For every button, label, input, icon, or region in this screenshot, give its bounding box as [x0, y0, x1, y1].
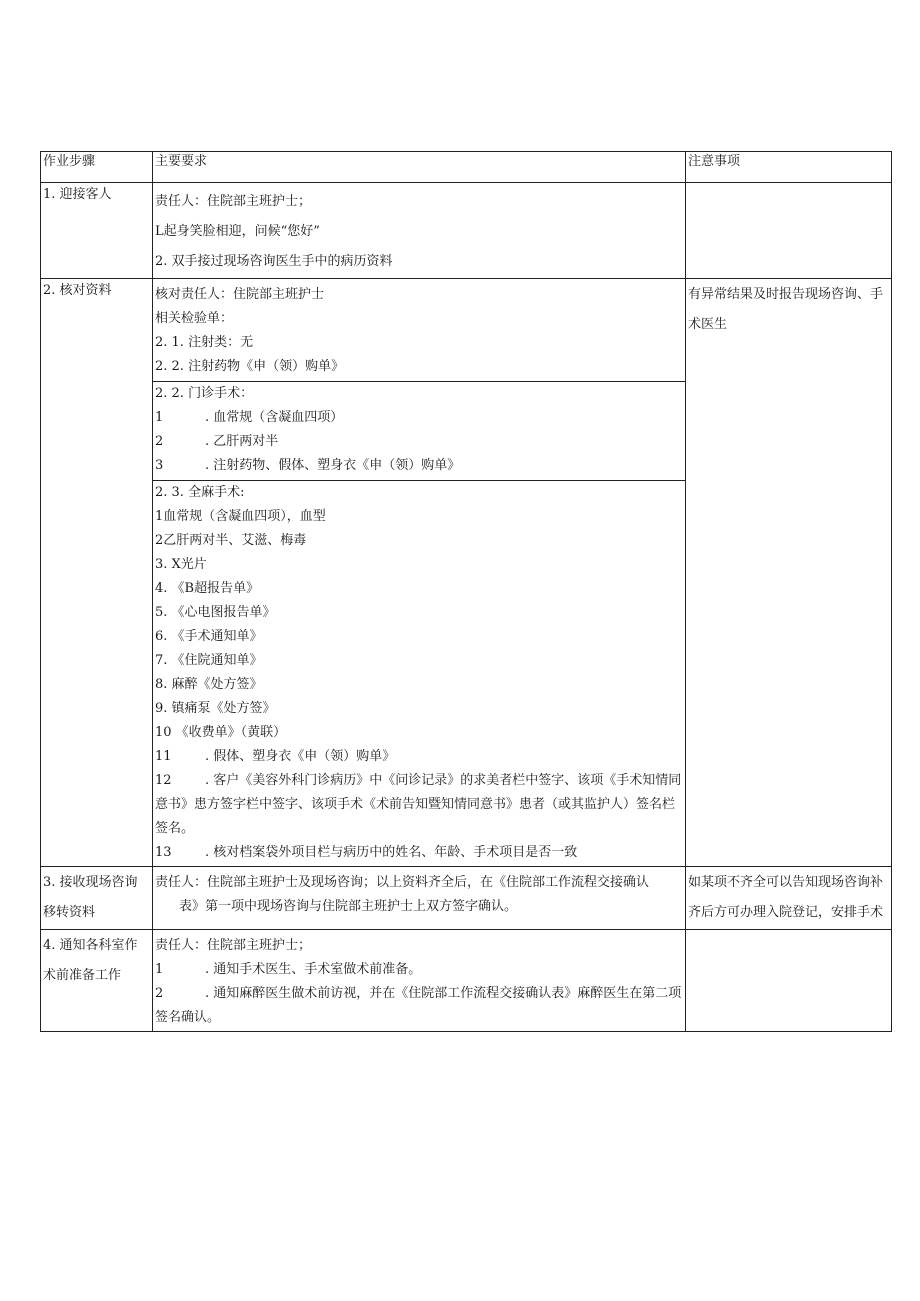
- requirement-line: 4. 《B超报告单》: [155, 581, 260, 596]
- requirement-line: 3. X光片: [155, 557, 207, 572]
- item-number: 2: [155, 434, 164, 449]
- table-row: [41, 867, 892, 930]
- numbered-item: [155, 454, 683, 478]
- header-step: 作业步骤: [41, 152, 153, 183]
- requirement-line: 责任人：住院部主班护士；: [155, 194, 312, 209]
- requirement-line: 2. 双手接过现场咨询医生手中的病历资料: [155, 254, 393, 269]
- step-cell: 3. 接收现场咨询移转资料: [41, 867, 153, 930]
- item-number: 11: [155, 749, 172, 764]
- requirement-line: 责任人：住院部主班护士及现场咨询；以上资料齐全后，在《住院部工作流程交接确认: [155, 875, 650, 890]
- requirement-line: 2. 2. 注射药物《申（领）购单》: [155, 359, 345, 374]
- requirement-line: 2. 3. 全麻手术:: [155, 485, 245, 500]
- requirement-line: 6. 《手术通知单》: [155, 629, 263, 644]
- requirements-cell: [153, 867, 686, 930]
- note-cell: 有异常结果及时报告现场咨询、手术医生: [686, 279, 892, 867]
- requirement-line: 责任人：住院部主班护士；: [155, 938, 312, 953]
- requirement-line: 8. 麻醉《处方签》: [155, 677, 263, 692]
- table-row: [41, 183, 892, 279]
- procedure-table: [40, 151, 892, 1032]
- requirement-line: 1血常规（含凝血四项），血型: [155, 509, 326, 524]
- requirement-line: 9. 镇痛泵《处方签》: [155, 701, 276, 716]
- item-number: 2: [155, 986, 164, 1001]
- item-number: 3: [155, 458, 164, 473]
- item-text: . 客户《美容外科门诊病历》中《问诊记录》的求美者栏中签字、该项《手术知情同意书》患方签字栏中签字、该项手术《术前告知暨知情同意书》患者（或其监护人）签名栏签名。: [155, 773, 682, 836]
- requirement-line: 2. 1. 注射类：无: [155, 335, 254, 350]
- numbered-item: [155, 769, 683, 841]
- step-cell: 1. 迎接客人: [41, 183, 153, 279]
- item-text: . 血常规（含凝血四项）: [205, 410, 344, 425]
- requirements-cell: [153, 183, 686, 279]
- item-text: . 通知手术医生、手术室做术前准备。: [205, 962, 422, 977]
- numbered-item: [155, 430, 683, 454]
- note-cell: [686, 183, 892, 279]
- requirement-line: 表》第一项中现场咨询与住院部主班护士上双方签字确认。: [179, 899, 518, 914]
- item-number: 1: [155, 962, 164, 977]
- item-text: . 注射药物、假体、塑身衣《申（领）购单》: [205, 458, 461, 473]
- numbered-item: [155, 745, 683, 769]
- item-number: 1: [155, 410, 164, 425]
- step-cell: 4. 通知各科室作术前准备工作: [41, 930, 153, 1032]
- step-cell: 2. 核对资料: [41, 279, 153, 867]
- numbered-item: [155, 406, 683, 430]
- header-main: 主要要求: [153, 152, 686, 183]
- section-title: 2. 2. 门诊手术：: [155, 386, 254, 401]
- header-note: 注意事项: [686, 152, 892, 183]
- table-row: [41, 930, 892, 1032]
- requirement-line: 5. 《心电图报告单》: [155, 605, 276, 620]
- requirement-line: 7. 《住院通知单》: [155, 653, 263, 668]
- note-cell: [686, 930, 892, 1032]
- requirement-line: 核对责任人：住院部主班护士: [155, 287, 325, 302]
- item-text: . 通知麻醉医生做术前访视，并在《住院部工作流程交接确认表》麻醉医生在第二项签名确认。: [155, 986, 682, 1025]
- item-number: 12: [155, 773, 172, 788]
- numbered-item: [155, 841, 683, 865]
- item-number: 13: [155, 845, 172, 860]
- table-header-row: [41, 152, 892, 183]
- requirements-cell: [153, 930, 686, 1032]
- table-row: [41, 279, 892, 867]
- item-text: . 核对档案袋外项目栏与病历中的姓名、年龄、手术项目是否一致: [205, 845, 578, 860]
- requirement-line: 2乙肝两对半、艾滋、梅毒: [155, 533, 307, 548]
- numbered-item: [155, 958, 683, 982]
- requirements-cell: [153, 279, 686, 867]
- item-text: . 假体、塑身衣《申（领）购单》: [205, 749, 396, 764]
- requirement-line: 相关检验单：: [155, 311, 234, 326]
- requirement-line: L起身笑脸相迎，问候“您好”: [155, 224, 320, 239]
- item-text: . 乙肝两对半: [205, 434, 279, 449]
- numbered-item: [155, 982, 683, 1030]
- note-cell: 如某项不齐全可以告知现场咨询补齐后方可办理入院登记，安排手术: [686, 867, 892, 930]
- requirement-line: 10 《收费单》（黄联）: [155, 725, 287, 740]
